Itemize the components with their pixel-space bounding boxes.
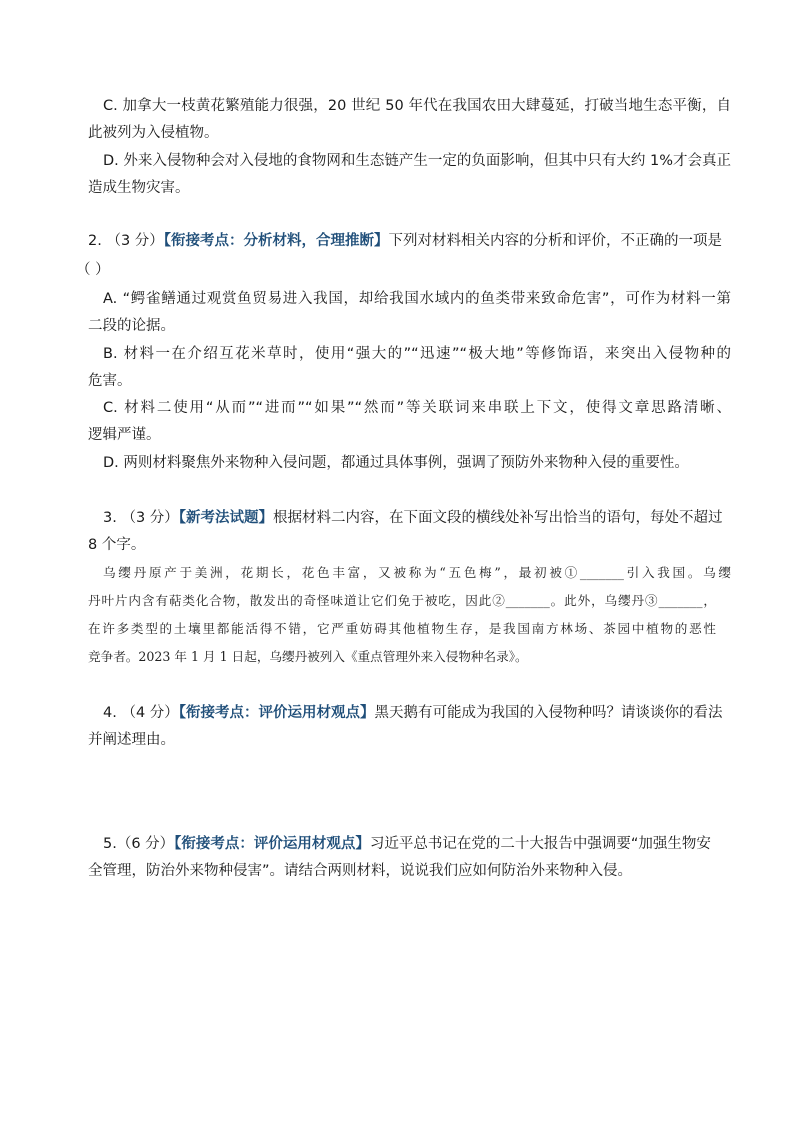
- q1-option-d-line1: D. 外来入侵物种会对入侵地的食物网和生态链产生一定的负面影响，但其中只有大约 1%才会真正: [103, 153, 731, 169]
- q2-option-d: D. 两则材料聚焦外来物种入侵问题，都通过具体事例，强调了预防外来物种入侵的重要性。: [103, 455, 689, 471]
- q3-passage-line4: 竞争者。2023 年 1 月 1 日起，乌缨丹被列入《重点管理外来入侵物种名录》。: [88, 649, 528, 664]
- q4-stem-line2: 并阐述理由。: [88, 732, 175, 748]
- q3-stem-line1: [103, 508, 723, 528]
- q3-number: 3. （3 分）: [103, 510, 179, 526]
- q1-option-c-line2: 此被列为入侵植物。: [88, 125, 219, 141]
- q2-option-a-line1: A. “鳄雀鳝通过观赏鱼贸易进入我国，却给我国水域内的鱼类带来致命危害”，可作为材料一第: [103, 291, 731, 307]
- q5-stem-line1: [103, 834, 711, 854]
- q5-tag: 【衔接考点：评价运用材观点】: [174, 836, 370, 852]
- q2-stem: [88, 231, 722, 251]
- q1-option-d-line2: 造成生物灾害。: [88, 180, 190, 196]
- q1-option-c-line1: C. 加拿大一枝黄花繁殖能力很强，20 世纪 50 年代在我国农田大肆蔓延，打破当地生态平衡，自: [103, 98, 731, 114]
- q2-option-a-line2: 二段的论据。: [88, 318, 175, 334]
- q2-option-b-line2: 危害。: [88, 373, 132, 389]
- q3-passage-line3: 在许多类型的土壤里都能活得不错，它严重妨碍其他植物生存，是我国南方林场、茶园中植物的恶性: [88, 621, 716, 636]
- q2-option-c-line1: C. 材料二使用“从而”“进而”“如果”“然而”等关联词来串联上下文，使得文章思路清晰、: [103, 400, 731, 416]
- q3-tag: 【新考法试题】: [178, 510, 274, 526]
- q2-answer-paren: （ ）: [76, 262, 110, 278]
- q5-number: 5.（6 分）: [103, 836, 175, 852]
- q5-stem-text: 习近平总书记在党的二十大报告中强调要“加强生物安: [369, 836, 711, 852]
- q4-stem-text: 黑天鹅有可能成为我国的入侵物种吗？请谈谈你的看法: [374, 705, 723, 721]
- q4-tag: 【衔接考点：评价运用材观点】: [178, 705, 375, 721]
- q3-passage-line2: 丹叶片内含有萜类化合物，散发出的奇怪味道让它们免于被吃，因此②_______。此外，乌缨丹③_______，: [88, 593, 716, 608]
- q2-option-c-line2: 逻辑严谨。: [88, 427, 161, 443]
- q4-number: 4. （4 分）: [103, 705, 179, 721]
- q3-stem-text: 根据材料二内容，在下面文段的横线处补写出恰当的语句，每处不超过: [273, 510, 723, 526]
- q3-passage-line1: 乌缨丹原产于美洲，花期长，花色丰富，又被称为“五色梅”，最初被①_______引入我国。乌缨: [103, 565, 731, 580]
- q4-stem-line1: [103, 703, 723, 723]
- q2-stem-text: 下列对材料相关内容的分析和评价，不正确的一项是: [388, 233, 723, 249]
- q2-number: 2. （3 分）: [88, 233, 164, 249]
- q5-stem-line2: 全管理，防治外来物种侵害”。请结合两则材料，说说我们应如何防治外来物种入侵。: [88, 863, 633, 879]
- q2-tag: 【衔接考点：分析材料，合理推断】: [163, 233, 389, 249]
- q3-stem-line2: 8 个字。: [88, 537, 146, 553]
- q2-option-b-line1: B. 材料一在介绍互花米草时，使用“强大的”“迅速”“极大地”等修饰语，来突出入侵物种的: [103, 346, 731, 362]
